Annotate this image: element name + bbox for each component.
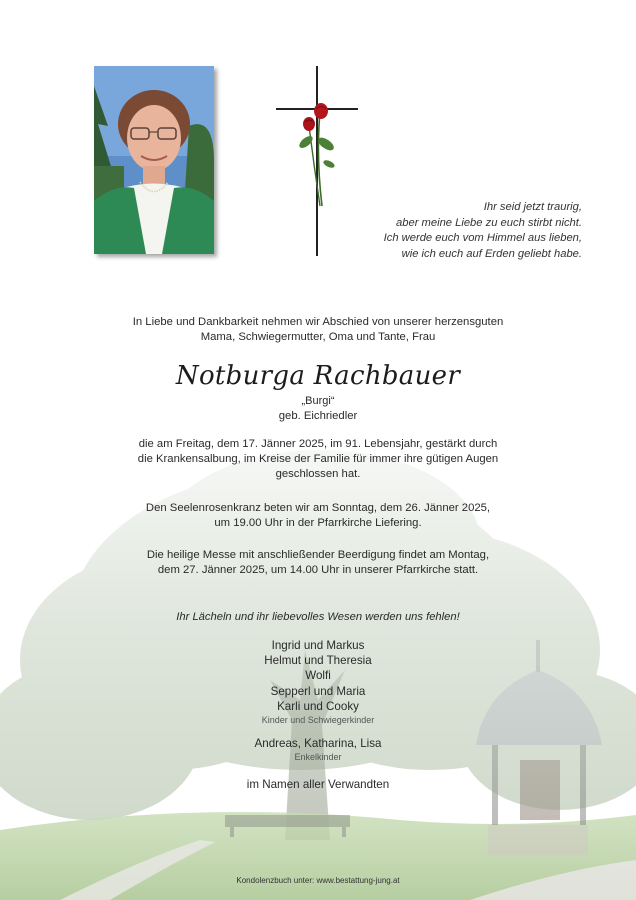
rosary-line: um 19.00 Uhr in der Pfarrkirche Liefering. <box>214 517 422 529</box>
grandchildren-note: Enkelkinder <box>294 752 342 763</box>
mass-line: Die heilige Messe mit anschließender Beerdigung findet am Montag, <box>146 549 490 561</box>
child-name: Wolfi <box>305 669 331 683</box>
closing-sentence: Ihr Lächeln und ihr liebevolles Wesen werden uns fehlen! <box>176 611 460 623</box>
deceased-nickname: „Burgi“ <box>301 395 335 407</box>
poem-line: wie ich euch auf Erden geliebt habe. <box>401 247 582 260</box>
death-notice-line: geschlossen hat. <box>275 468 361 480</box>
intro-text <box>68 315 568 345</box>
death-notice-line: die am Freitag, dem 17. Jänner 2025, im 91. Lebensjahr, gestärkt durch <box>138 438 498 450</box>
deceased-name: Notburga Rachbauer <box>175 361 461 391</box>
death-notice-line: die Krankensalbung, im Kreise der Familie für immer ihre gütigen Augen <box>137 453 499 465</box>
intro-line: Mama, Schwiegermutter, Oma und Tante, Frau <box>200 331 436 343</box>
child-name: Karli und Cooky <box>277 699 359 713</box>
poem-line: aber meine Liebe zu euch stirbt nicht. <box>396 216 582 229</box>
poem-line: Ich werde euch vom Himmel aus lieben, <box>383 232 582 244</box>
condolence-book-link[interactable]: Kondolenzbuch unter: www.bestattung-jung.at <box>236 876 400 885</box>
child-name: Sepperl und Maria <box>270 684 366 698</box>
funeral-mass-notice <box>100 548 536 578</box>
rosary-notice <box>100 501 536 531</box>
cross-with-rose-icon <box>276 66 358 256</box>
deceased-birth-name: geb. Eichriedler <box>278 410 358 422</box>
poem-line: Ihr seid jetzt traurig, <box>483 201 582 213</box>
mass-line: dem 27. Jänner 2025, um 14.00 Uhr in unserer Pfarrkirche statt. <box>157 564 479 576</box>
relatives-line: im Namen aller Verwandten <box>246 778 390 792</box>
portrait-photo <box>94 66 214 254</box>
children-note: Kinder und Schwiegerkinder <box>261 715 375 726</box>
memorial-poem <box>360 200 582 262</box>
child-name: Ingrid und Markus <box>271 639 365 652</box>
death-notice <box>100 437 536 482</box>
rosary-line: Den Seelenrosenkranz beten wir am Sonntag, dem 26. Jänner 2025, <box>145 502 491 514</box>
grandchildren-names: Andreas, Katharina, Lisa <box>254 737 382 751</box>
child-name: Helmut und Theresia <box>264 654 372 668</box>
intro-line: In Liebe und Dankbarkeit nehmen wir Abschied von unserer herzensguten <box>132 316 504 328</box>
family-list <box>168 638 468 792</box>
